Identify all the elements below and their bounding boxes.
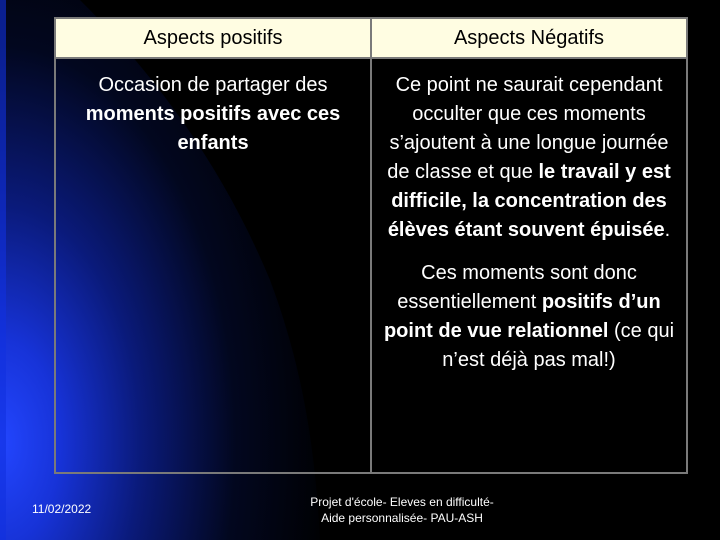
header-negative: Aspects Négatifs <box>371 18 687 58</box>
negative-paragraph-2 <box>378 259 680 375</box>
positive-text-normal: Occasion de partager des <box>98 74 328 96</box>
negative-p2-bold: positifs d’un point de vue relationnel <box>383 291 661 342</box>
table-header-row <box>55 18 687 58</box>
negative-p1-normal: Ce point ne saurait cependant occulter que ces moments s’ajoutent à une longue journée de classe et que <box>387 74 669 183</box>
footer-date: 11/02/2022 <box>32 502 92 516</box>
positive-cell <box>55 58 371 473</box>
footer-line-1: Projet d'école- Eleves en difficulté- <box>310 495 494 509</box>
footer-caption <box>262 494 542 526</box>
footer-line-2: Aide personnalisée- PAU-ASH <box>321 511 483 525</box>
positive-text-bold: moments positifs avec ces enfants <box>85 103 341 154</box>
negative-p1-bold: le travail y est difficile, la concentration des élèves étant souvent épuisée <box>387 161 671 241</box>
positive-text <box>62 71 364 158</box>
negative-p2-normal: Ces moments sont donc essentiellement <box>397 262 637 313</box>
aspects-table <box>54 17 688 474</box>
header-positive: Aspects positifs <box>55 18 371 58</box>
negative-p1-end: . <box>664 219 671 241</box>
table-row <box>55 58 687 473</box>
negative-p2-end: (ce qui n’est déjà pas mal!) <box>442 320 675 371</box>
negative-paragraph-1 <box>378 71 680 245</box>
negative-cell <box>371 58 687 473</box>
